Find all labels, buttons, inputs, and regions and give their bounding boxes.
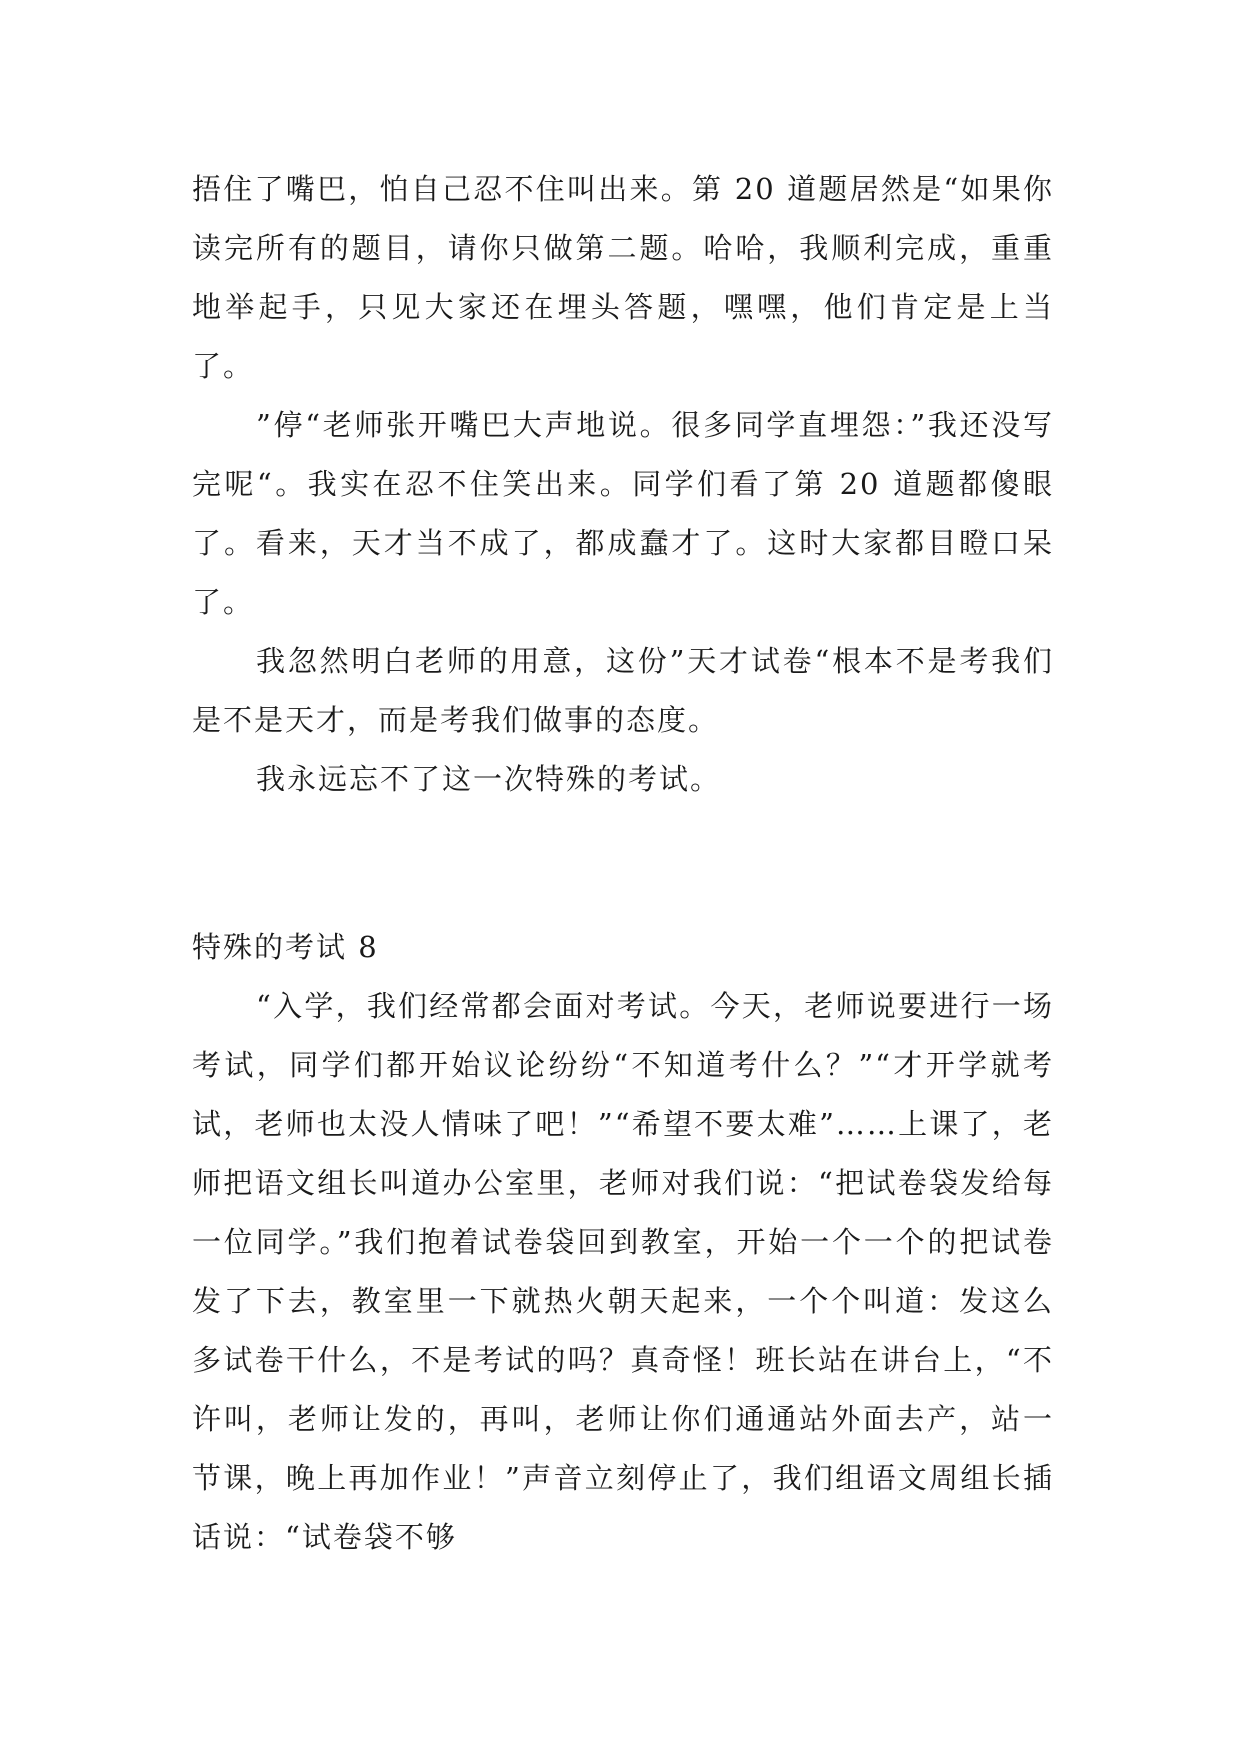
text-section-two — [192, 918, 1054, 1567]
paragraph: 我永远忘不了这一次特殊的考试。 — [256, 762, 722, 796]
paragraph: 我忽然明白老师的用意，这份”天才试卷“根本不是考我们是不是天才，而是考我们做事的态度。 — [192, 644, 1054, 737]
section-title: 特殊的考试 8 — [192, 930, 379, 964]
text-section-one — [192, 160, 1054, 809]
paragraph: 捂住了嘴巴，怕自己忍不住叫出来。第 20 道题居然是“如果你读完所有的题目，请你只做第二题。哈哈，我顺利完成，重重地举起手，只见大家还在埋头答题，嘿嘿，他们肯定是上当了。 — [192, 172, 1054, 383]
paragraph: “入学，我们经常都会面对考试。今天，老师说要进行一场考试，同学们都开始议论纷纷“不知道考什么？”“才开学就考试，老师也太没人情味了吧！”“希望不要太难”……上课了，老师把语文组长叫道办公室里，老师对我们说：“把试卷袋发给每一位同学。”我们抱着试卷袋回到教室，开始一个一个的把试卷发了下去，教室里一下就热火朝天起来，一个个叫道：发这么多试卷干什么，不是考试的吗？真奇怪！班长站在讲台上，“不许叫，老师让发的，再叫，老师让你们通通站外面去产，站一节课，晚上再加作业！”声音立刻停止了，我们组语文周组长插话说：“试卷袋不够 — [192, 989, 1054, 1554]
paragraph: ”停“老师张开嘴巴大声地说。很多同学直埋怨：”我还没写完呢“。我实在忍不住笑出来。同学们看了第 20 道题都傻眼了。看来，天才当不成了，都成蠢才了。这时大家都目瞪口呆了。 — [192, 408, 1054, 619]
